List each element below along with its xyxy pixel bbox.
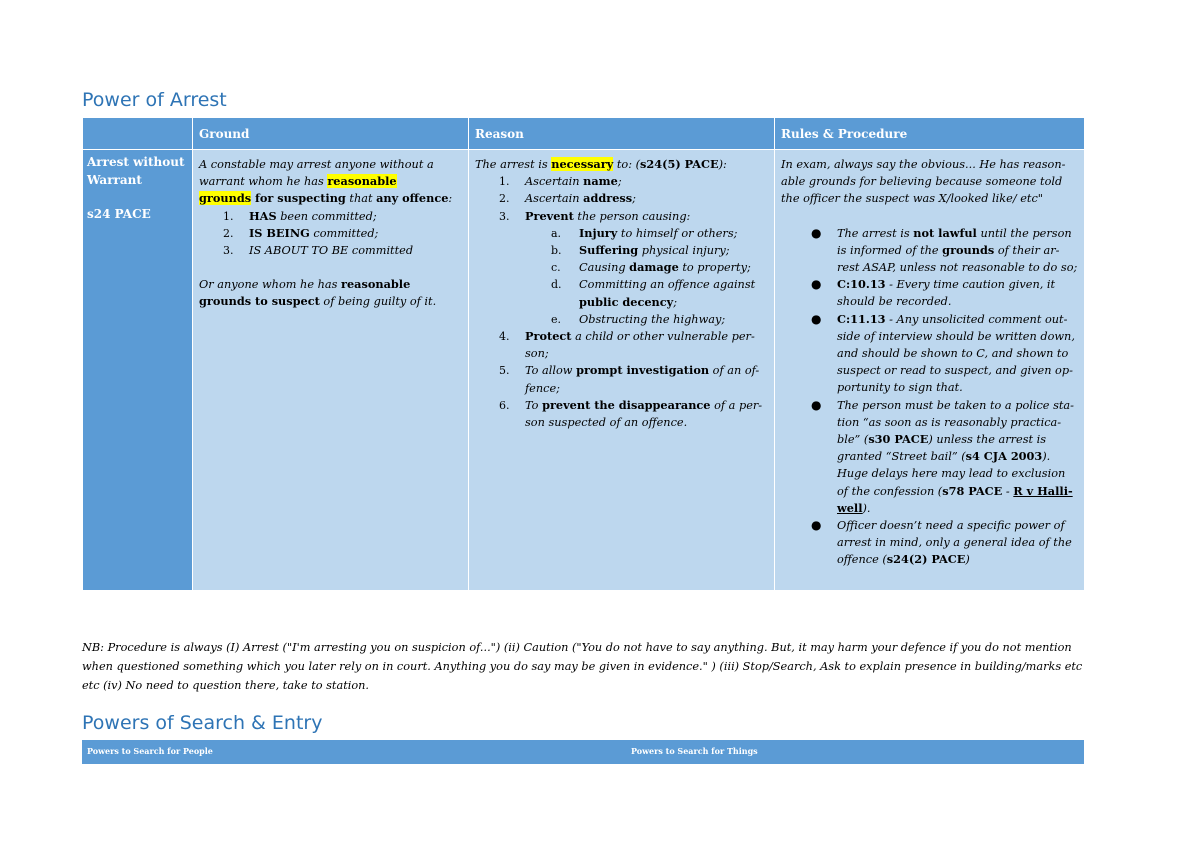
- ground-text: A constable may arrest anyone without a: [199, 158, 434, 171]
- rules-intro: able grounds for believing because someone told: [781, 175, 1063, 189]
- rules-intro: In exam, always say the obvious... He has reason-: [781, 158, 1066, 171]
- rules-list: [781, 225, 1080, 569]
- bullet-icon: ●: [811, 397, 822, 412]
- list-item: ● Officer doesn’t need a specific power of arrest in mind, only a general idea of the offence (s24(2) PACE): [811, 518, 1072, 567]
- list-item: a. Injury to himself or others;: [551, 225, 738, 240]
- list-item: ● The person must be taken to a police sta- tion “as soon as is reasonably practica- ble” (s30 PACE) unless the arrest is granted “Street bail” (s4 CJA 2003). Huge delays here may lead to exclusion of the confession (s78 PACE - R v Halli- well).: [811, 397, 1074, 515]
- row-head-arrest-without-warrant: [83, 150, 193, 591]
- list-item: ● C:10.13 - Every time caution given, it should be recorded.: [811, 277, 1056, 309]
- note-line: when questioned something which you later rely on in court. Anything you do say may be given in evidence." ) (iii) Stop/Search, Ask to explain presence in building/marks etc: [82, 660, 1083, 674]
- list-item: 2. IS BEING committed;: [223, 225, 379, 240]
- list-item: 6. To prevent the disappearance of a per- son suspected of an offence.: [499, 397, 763, 430]
- header-search-people: Powers to Search for People: [82, 740, 626, 762]
- power-of-arrest-table: [82, 117, 1085, 591]
- rules-procedure-cell: [775, 150, 1085, 591]
- row-head-statute: s24 PACE: [87, 207, 151, 221]
- bullet-icon: ●: [811, 277, 822, 292]
- list-item: d. Committing an offence against public decency;: [551, 278, 756, 309]
- row-head-line: Arrest without: [87, 155, 185, 169]
- list-item: 5. To allow prompt investigation of an of- fence;: [499, 363, 760, 395]
- ground-text: Or anyone whom he has reasonable: [199, 277, 411, 292]
- header-search-things: Powers to Search for Things: [626, 740, 1084, 762]
- section-title-search-entry: Powers of Search & Entry: [82, 712, 323, 734]
- ground-text: grounds for suspecting that any offence:: [199, 191, 453, 206]
- list-item: b. Suffering physical injury;: [551, 243, 730, 258]
- ground-cell: [193, 150, 469, 591]
- list-item: 3. Prevent the person causing:: [499, 208, 691, 223]
- note-line: etc (iv) No need to question there, take to station.: [82, 679, 370, 693]
- header-reason: Reason: [469, 118, 775, 150]
- list-item: ● The arrest is not lawful until the person is informed of the grounds of their ar- rest ASAP, unless not reasonable to do so;: [811, 225, 1078, 275]
- procedure-note: [82, 638, 1112, 696]
- ground-text: grounds to suspect of being guilty of it.: [199, 294, 437, 309]
- ground-list: [199, 208, 464, 260]
- reason-list: [475, 173, 770, 431]
- reason-cell: [469, 150, 775, 591]
- note-line: NB: Procedure is always (I) Arrest ("I'm arresting you on suspicion of...") (ii) Caution ("You do not have to say anything. But, it may harm your defence if you do not mention: [82, 641, 1072, 654]
- header-empty: [83, 118, 193, 150]
- header-rules-procedure: Rules & Procedure: [775, 118, 1085, 150]
- list-item: 3. IS ABOUT TO BE committed: [223, 244, 414, 258]
- bullet-icon: ●: [811, 518, 822, 533]
- table-row: [83, 150, 1085, 591]
- header-ground: Ground: [193, 118, 469, 150]
- list-item: ● C:11.13 - Any unsolicited comment out- side of interview should be written down, and should be shown to C, and shown to suspect or read to suspect, and given op- portunity to sign that.: [811, 311, 1075, 395]
- table-header-row: [83, 118, 1085, 150]
- section-title-power-of-arrest: Power of Arrest: [82, 89, 227, 111]
- table-bottom-border: [82, 762, 1084, 764]
- reason-intro: The arrest is necessary to: (s24(5) PACE):: [475, 157, 727, 171]
- row-head-line: Warrant: [87, 172, 142, 187]
- list-item: 2. Ascertain address;: [499, 191, 636, 206]
- bullet-icon: ●: [811, 225, 822, 240]
- rules-intro: the officer the suspect was X/looked like/ etc": [781, 192, 1043, 206]
- list-item: 1. HAS been committed;: [223, 208, 377, 223]
- table-header-row: [82, 740, 1084, 762]
- list-item: e. Obstructing the highway;: [551, 312, 726, 326]
- list-item: 4. Protect a child or other vulnerable per- son;: [499, 329, 755, 361]
- list-item: c. Causing damage to property;: [551, 260, 751, 275]
- list-item: 1. Ascertain name;: [499, 174, 622, 189]
- bullet-icon: ●: [811, 311, 822, 326]
- ground-text: warrant whom he has reasonable: [199, 174, 397, 189]
- search-entry-table: [82, 740, 1084, 762]
